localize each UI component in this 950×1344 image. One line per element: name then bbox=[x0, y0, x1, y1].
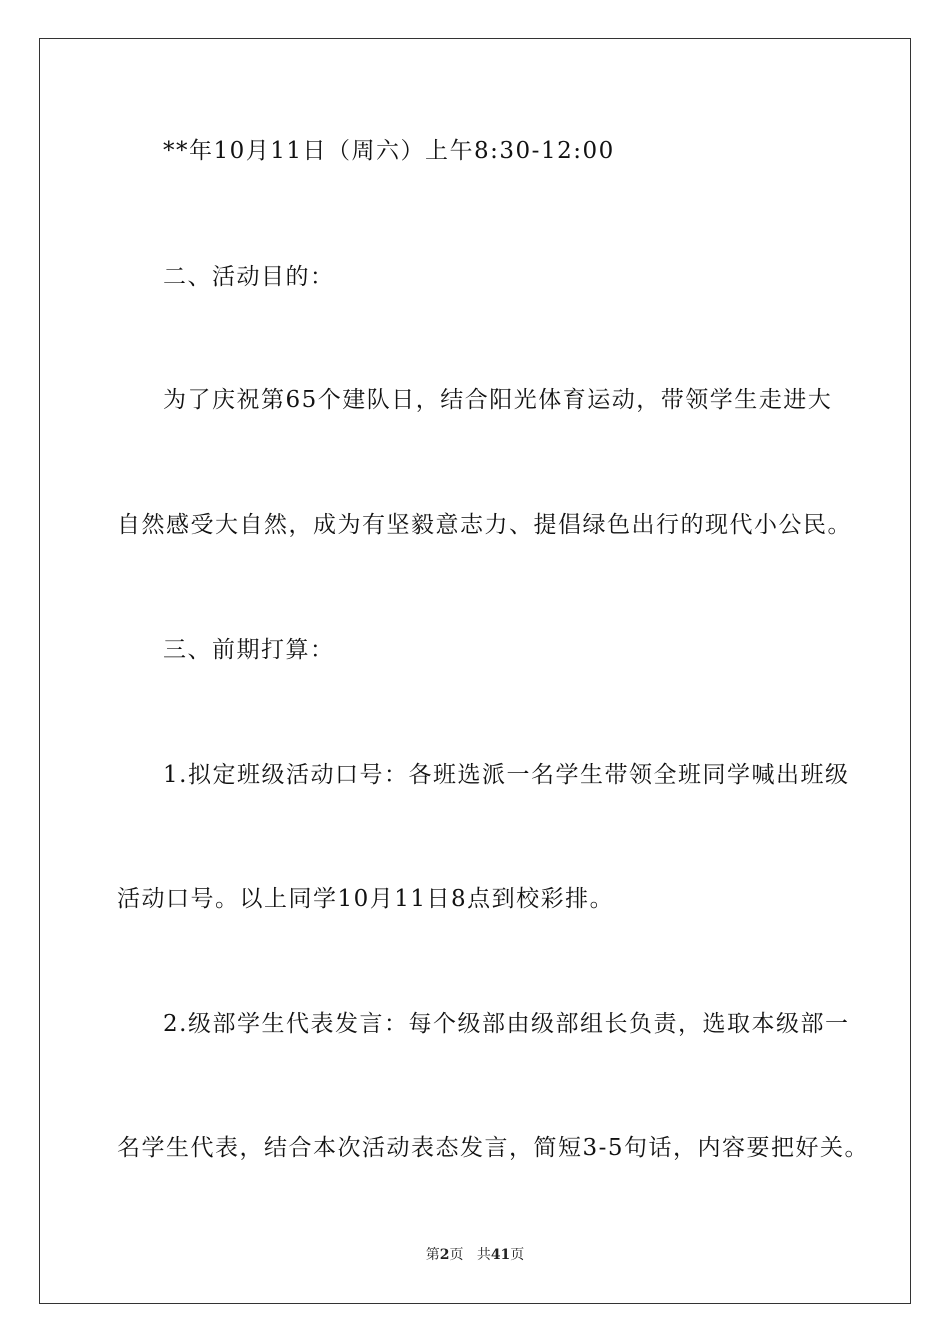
footer-page-suffix: 页 bbox=[449, 1247, 464, 1263]
page-border bbox=[39, 38, 911, 1304]
paragraph-line-item1-1: 1.拟定班级活动口号：各班选派一名学生带领全班同学喊出班级 bbox=[163, 762, 850, 788]
section-heading-preparation: 三、前期打算： bbox=[163, 637, 335, 663]
footer-page-prefix: 第 bbox=[425, 1247, 440, 1263]
paragraph-line-item2-2: 名学生代表，结合本次活动表态发言，简短3-5句话，内容要把好关。 bbox=[117, 1135, 870, 1161]
footer-page-number: 2 bbox=[439, 1247, 450, 1263]
footer-total-pages: 41 bbox=[490, 1247, 511, 1263]
paragraph-line-item1-2: 活动口号。以上同学10月11日8点到校彩排。 bbox=[117, 886, 615, 912]
paragraph-line-item2-1: 2.级部学生代表发言：每个级部由级部组长负责，选取本级部一 bbox=[163, 1011, 850, 1037]
paragraph-line-purpose-2: 自然感受大自然，成为有坚毅意志力、提倡绿色出行的现代小公民。 bbox=[117, 512, 852, 538]
page-footer bbox=[0, 1246, 950, 1264]
paragraph-line-purpose-1: 为了庆祝第65个建队日，结合阳光体育运动，带领学生走进大 bbox=[163, 387, 833, 413]
paragraph-line-date: **年10月11日（周六）上午8:30-12:00 bbox=[163, 138, 615, 164]
section-heading-purpose: 二、活动目的： bbox=[163, 264, 335, 290]
footer-total-prefix: 共 bbox=[476, 1247, 491, 1263]
footer-total-suffix: 页 bbox=[510, 1247, 525, 1263]
